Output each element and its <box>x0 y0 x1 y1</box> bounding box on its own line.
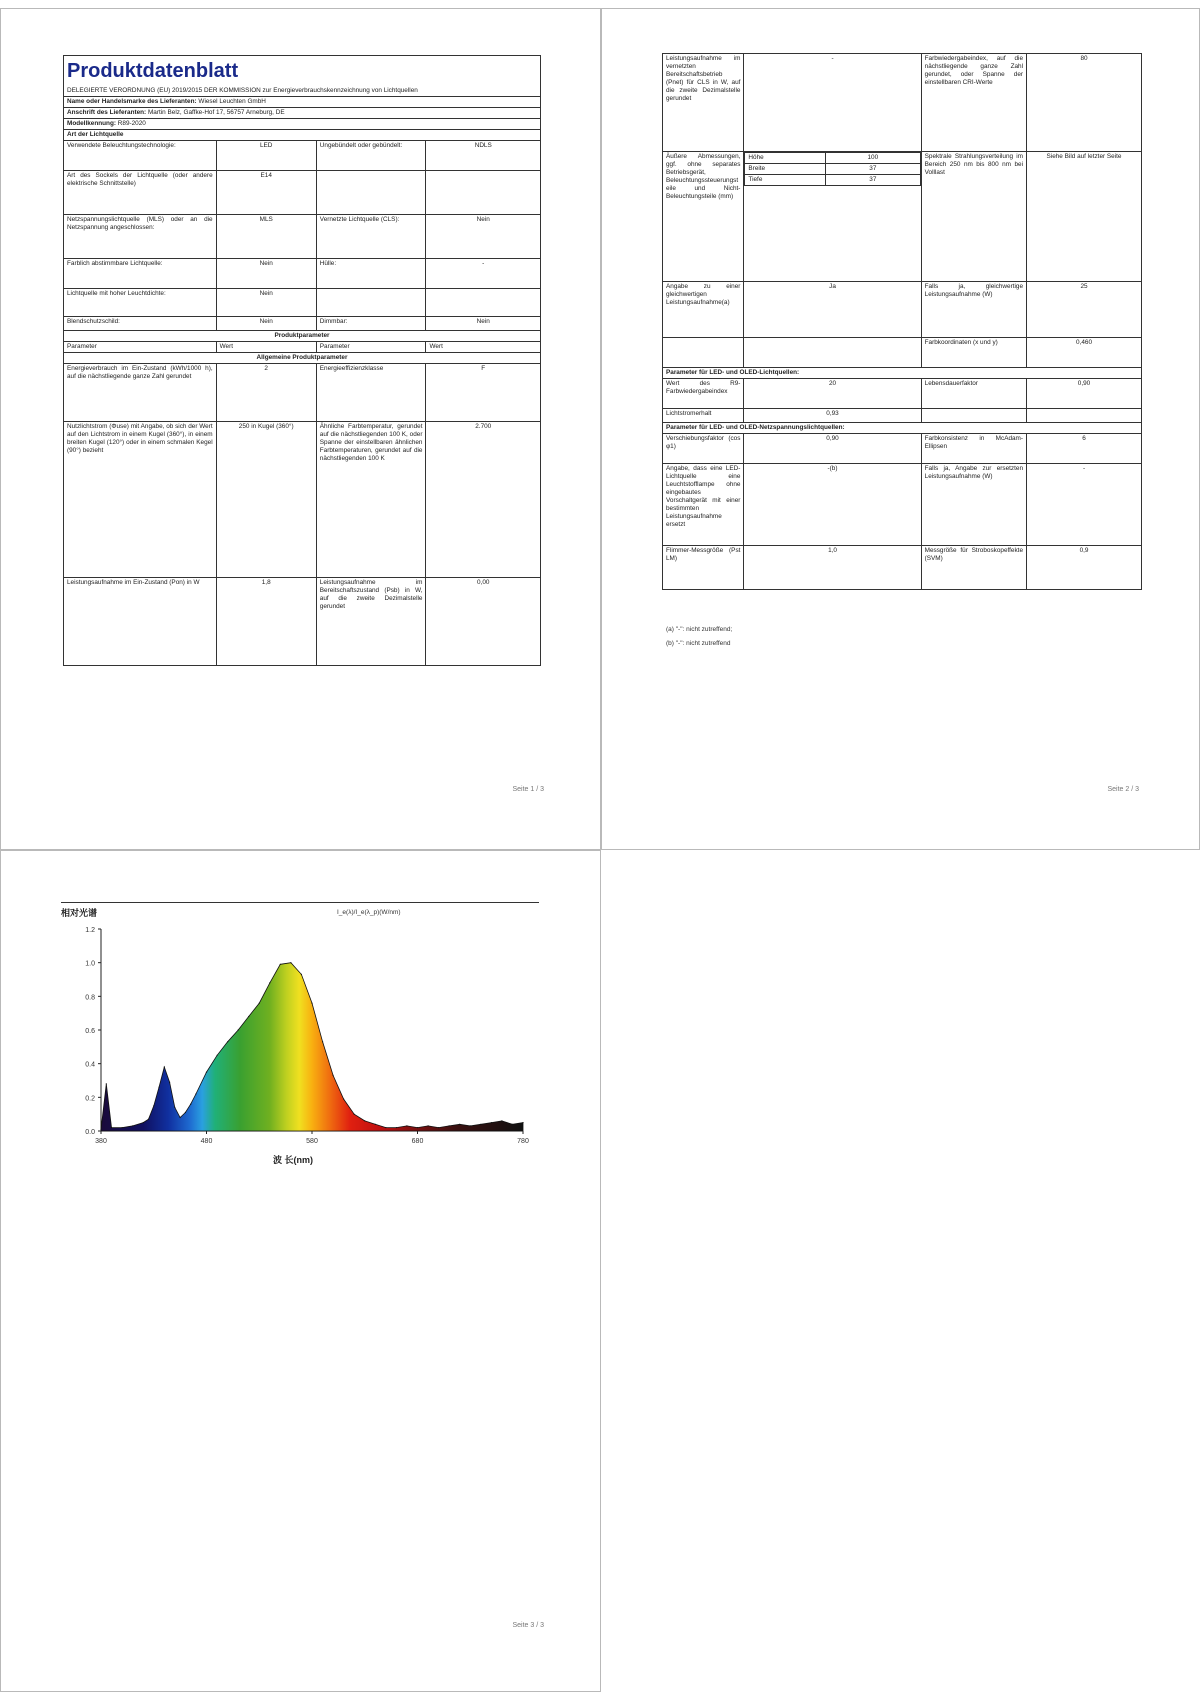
table-cell: 37 <box>826 175 921 186</box>
table-cell: Falls ja, gleichwertige Leistungsaufnahme (W) <box>921 282 1026 338</box>
table-row <box>64 364 541 422</box>
table-cell: Messgröße für Stroboskopeffekte (SVM) <box>921 546 1026 590</box>
table-row <box>663 54 1142 152</box>
spectrum-point <box>522 1122 523 1123</box>
param-header: Wert <box>216 342 316 353</box>
table-cell: 37 <box>826 164 921 175</box>
spectrum-point <box>280 964 281 965</box>
table-row <box>64 422 541 578</box>
spectrum-point <box>174 1107 175 1108</box>
table-cell: 250 in Kugel (360°) <box>216 422 316 578</box>
spectrum-point <box>106 1083 107 1084</box>
spectrum-chart <box>53 917 543 1167</box>
spectrum-point <box>143 1122 144 1123</box>
footnote: (a) "-": nicht zutreffend; <box>666 626 733 633</box>
table-cell: Nein <box>426 215 541 259</box>
table-row <box>64 578 541 666</box>
table-cell: Ähnliche Farbtemperatur, gerundet auf die nächstliegenden 100 K, oder Spanne der einstellbaren ähnlichen Farbtemperaturen, gerundet auf die nächstliegenden 100 K <box>316 422 426 578</box>
table-cell: Energieeffizienzklasse <box>316 364 426 422</box>
table-row <box>663 338 1142 368</box>
table-row <box>64 171 541 215</box>
spectrum-point <box>158 1087 159 1088</box>
model-label: Modellkennung: <box>67 120 116 127</box>
table-cell: Angabe zu einer gleichwertigen Leistungsaufnahme(a) <box>663 282 744 338</box>
footnote: (b) "-": nicht zutreffend <box>666 640 731 647</box>
spectrum-point <box>491 1122 492 1123</box>
param-header: Parameter <box>64 342 217 353</box>
spectrum-point <box>459 1124 460 1125</box>
table-cell: Nein <box>216 289 316 317</box>
table-cell: NDLS <box>426 141 541 171</box>
table-cell: 1,8 <box>216 578 316 666</box>
table-cell: Dimmbar: <box>316 317 426 331</box>
table-cell: Leistungsaufnahme im Bereitschaftszustand (Psb) in W, auf die zweite Dezimalstelle gerundet <box>316 578 426 666</box>
table-row <box>663 464 1142 546</box>
product-datasheet-table-continued <box>662 53 1142 590</box>
spectrum-point <box>122 1127 123 1128</box>
page-footer: Seite 3 / 3 <box>512 1622 544 1629</box>
spectrum-point <box>217 1055 218 1056</box>
supplier-address-value: Martin Belz, Gaffke-Hof 17, 56757 Arneburg, DE <box>147 109 285 116</box>
spectrum-point <box>248 1016 249 1017</box>
spectrum-point <box>333 1075 334 1076</box>
y-tick-label: 0.4 <box>85 1061 95 1069</box>
table-cell: Blendschutzschild: <box>64 317 217 331</box>
chart-plot-area <box>100 962 523 1131</box>
table-cell: - <box>744 54 921 152</box>
table-cell: Nein <box>426 317 541 331</box>
y-tick-label: 1.0 <box>85 960 95 968</box>
table-cell: Ja <box>744 282 921 338</box>
chart-title: 相对光谱 <box>61 908 98 918</box>
x-axis-label: 波 长(nm) <box>273 1155 313 1165</box>
table-cell: Ungebündelt oder gebündelt: <box>316 141 426 171</box>
dimensions-label: Äußere Abmessungen, ggf. ohne separates Betriebsgerät, Beleuchtungssteuerungsteile und Nicht-Beleuchtungsteile (mm) <box>663 152 744 282</box>
table-cell: Verschiebungsfaktor (cos φ1) <box>663 434 744 464</box>
spectrum-point <box>428 1125 429 1126</box>
table-cell: Höhe <box>745 153 826 164</box>
spectrum-point <box>385 1127 386 1128</box>
y-tick-label: 0.0 <box>85 1129 95 1136</box>
spectrum-point <box>148 1119 149 1120</box>
table-row <box>663 546 1142 590</box>
spectral-label: Spektrale Strahlungsverteilung im Bereich 250 nm bis 800 nm bei Volllast <box>921 152 1026 282</box>
table-row <box>64 289 541 317</box>
table-cell: 1,0 <box>744 546 921 590</box>
page-footer: Seite 2 / 3 <box>1107 786 1139 793</box>
section-general-parameters: Allgemeine Produktparameter <box>64 353 541 364</box>
table-cell: 0,00 <box>426 578 541 666</box>
datasheet-page-1 <box>0 8 601 850</box>
section-mls-parameters: Parameter für LED- und OLED-Netzspannungslichtquellen: <box>663 423 1142 434</box>
spectrum-point <box>322 1041 323 1042</box>
supplier-name-value: Wiesel Leuchten GmbH <box>198 98 266 105</box>
table-cell: Nein <box>216 259 316 289</box>
spectrum-point <box>375 1124 376 1125</box>
spectrum-point <box>501 1120 502 1121</box>
spectrum-point <box>132 1125 133 1126</box>
table-cell: 0,460 <box>1027 338 1142 368</box>
table-row <box>64 317 541 331</box>
table-cell <box>426 289 541 317</box>
table-cell <box>316 171 426 215</box>
spectrum-point <box>290 962 291 963</box>
product-datasheet-table <box>63 55 541 666</box>
y-tick-label: 0.2 <box>85 1095 95 1103</box>
dimensions-cell <box>744 152 921 282</box>
table-cell <box>744 338 921 368</box>
spectrum-point <box>185 1112 186 1113</box>
table-row <box>64 141 541 171</box>
table-cell: Energieverbrauch im Ein-Zustand (kWh/1000 h), auf die nächstliegende ganze Zahl gerundet <box>64 364 217 422</box>
table-cell: 0,93 <box>744 409 921 423</box>
spectrum-point <box>238 1029 239 1030</box>
table-row <box>64 215 541 259</box>
table-cell: -(b) <box>744 464 921 546</box>
table-row <box>663 379 1142 409</box>
table-cell <box>316 289 426 317</box>
x-tick-label: 580 <box>306 1138 318 1145</box>
table-cell: Flimmer-Messgröße (Pst LM) <box>663 546 744 590</box>
y-tick-label: 0.6 <box>85 1028 95 1035</box>
spectrum-point <box>190 1104 191 1105</box>
chart-top-rule <box>61 902 539 903</box>
table-cell: 6 <box>1027 434 1142 464</box>
spectrum-point <box>169 1082 170 1083</box>
table-cell: 25 <box>1027 282 1142 338</box>
table-cell: 2.700 <box>426 422 541 578</box>
spectrum-point <box>396 1127 397 1128</box>
table-cell <box>1027 409 1142 423</box>
spectrum-point <box>480 1124 481 1125</box>
table-cell: - <box>426 259 541 289</box>
table-cell: 0,9 <box>1027 546 1142 590</box>
table-cell: Netzspannungslichtquelle (MLS) oder an die Netzspannung angeschlossen: <box>64 215 217 259</box>
spectrum-point <box>153 1105 154 1106</box>
footnotes <box>666 623 732 651</box>
x-tick-label: 680 <box>411 1138 424 1145</box>
spectrum-point <box>164 1066 165 1067</box>
spectrum-point <box>195 1093 196 1094</box>
table-cell: Vernetzte Lichtquelle (CLS): <box>316 215 426 259</box>
table-cell: 0,90 <box>1027 379 1142 409</box>
param-header: Wert <box>426 342 541 353</box>
table-cell: Farbwiedergabeindex, auf die nächstliegende ganze Zahl gerundet, oder Spanne der einstellbaren CRI-Werte <box>921 54 1026 152</box>
chart-formula: I_e(λ)/I_e(λ_p)(W/nm) <box>337 909 401 916</box>
spectrum-point <box>512 1124 513 1125</box>
section-light-source-type: Art der Lichtquelle <box>64 130 541 141</box>
param-header: Parameter <box>316 342 426 353</box>
table-row <box>663 409 1142 423</box>
spectrum-point <box>180 1117 181 1118</box>
table-cell: Lichtstromerhalt <box>663 409 744 423</box>
table-row <box>663 434 1142 464</box>
table-row <box>745 164 920 175</box>
table-row <box>745 175 920 186</box>
table-cell: Wert des R9-Farbwiedergabeindex <box>663 379 744 409</box>
spectrum-point <box>364 1120 365 1121</box>
page-title: Produktdatenblatt <box>67 60 239 82</box>
spectrum-point <box>100 1129 101 1130</box>
x-tick-label: 480 <box>200 1138 213 1145</box>
spectrum-point <box>438 1127 439 1128</box>
datasheet-page-3 <box>0 850 601 1692</box>
table-cell: F <box>426 364 541 422</box>
spectrum-point <box>259 1003 260 1004</box>
table-cell: Hülle: <box>316 259 426 289</box>
spectrum-point <box>354 1114 355 1115</box>
table-cell: Lebensdauerfaktor <box>921 379 1026 409</box>
table-row <box>64 259 541 289</box>
supplier-address-label: Anschrift des Lieferanten: <box>67 109 147 116</box>
table-row <box>663 282 1142 338</box>
spectrum-point <box>311 1003 312 1004</box>
spectrum-point <box>227 1041 228 1042</box>
table-cell: Farbkonsistenz in McAdam-Ellipsen <box>921 434 1026 464</box>
table-cell <box>663 338 744 368</box>
spectrum-point <box>269 982 270 983</box>
dimensions-table <box>744 152 920 186</box>
spectrum-area <box>101 963 523 1131</box>
table-cell: 2 <box>216 364 316 422</box>
spectral-value: Siehe Bild auf letzter Seite <box>1027 152 1142 282</box>
table-cell: Leistungsaufnahme im Ein-Zustand (Pon) in W <box>64 578 217 666</box>
section-product-parameters: Produktparameter <box>64 331 541 342</box>
table-cell: MLS <box>216 215 316 259</box>
table-cell: Verwendete Beleuchtungstechnologie: <box>64 141 217 171</box>
x-tick-label: 780 <box>517 1138 529 1145</box>
spectrum-point <box>206 1072 207 1073</box>
table-cell: - <box>1027 464 1142 546</box>
y-tick-label: 0.8 <box>85 994 95 1002</box>
table-cell: Farblich abstimmbare Lichtquelle: <box>64 259 217 289</box>
table-cell <box>921 409 1026 423</box>
regulation-text: DELEGIERTE VERORDNUNG (EU) 2019/2015 DER KOMMISSION zur Energieverbrauchskennzeichnung von Lichtquellen <box>67 87 418 94</box>
table-cell: Farbkoordinaten (x und y) <box>921 338 1026 368</box>
table-cell: 20 <box>744 379 921 409</box>
table-cell: E14 <box>216 171 316 215</box>
table-cell: Angabe, dass eine LED-Lichtquelle eine Leuchtstofflampe ohne eingebautes Vorschaltgerät mit einer bestimmten Leistungsaufnahme ersetzt <box>663 464 744 546</box>
spectrum-point <box>111 1127 112 1128</box>
table-cell: Art des Sockels der Lichtquelle (oder andere elektrische Schnittstelle) <box>64 171 217 215</box>
table-cell: Lichtquelle mit hoher Leuchtdichte: <box>64 289 217 317</box>
supplier-name-label: Name oder Handelsmarke des Lieferanten: <box>67 98 197 105</box>
spectrum-point <box>449 1125 450 1126</box>
spectrum-point <box>470 1125 471 1126</box>
x-tick-label: 380 <box>95 1138 107 1145</box>
table-cell: Breite <box>745 164 826 175</box>
page-footer: Seite 1 / 3 <box>512 786 544 793</box>
table-cell: Nutzlichtstrom (Φuse) mit Angabe, ob sich der Wert auf den Lichtstrom in einem Kugel (360°), in einem breiten Kugel (120°) oder in einem schmalen Kegel (90°) bezieht <box>64 422 217 578</box>
table-row <box>745 153 920 164</box>
section-led-parameters: Parameter für LED- und OLED-Lichtquellen: <box>663 368 1142 379</box>
table-cell: Nein <box>216 317 316 331</box>
y-tick-label: 1.2 <box>85 927 95 934</box>
spectrum-point <box>417 1127 418 1128</box>
spectrum-point <box>406 1125 407 1126</box>
table-cell: LED <box>216 141 316 171</box>
table-cell <box>426 171 541 215</box>
table-cell: 0,90 <box>744 434 921 464</box>
table-cell: Falls ja, Angabe zur ersetzten Leistungsaufnahme (W) <box>921 464 1026 546</box>
datasheet-page-2 <box>601 8 1200 850</box>
model-value: R89-2020 <box>117 120 146 127</box>
spectrum-point <box>301 974 302 975</box>
table-cell: Leistungsaufnahme im vernetzten Bereitschaftsbetrieb (Pnet) für CLS in W, auf die zweite Dezimalstelle gerundet <box>663 54 744 152</box>
table-cell: 80 <box>1027 54 1142 152</box>
table-cell: 100 <box>826 153 921 164</box>
spectrum-point <box>343 1098 344 1099</box>
table-cell: Tiefe <box>745 175 826 186</box>
